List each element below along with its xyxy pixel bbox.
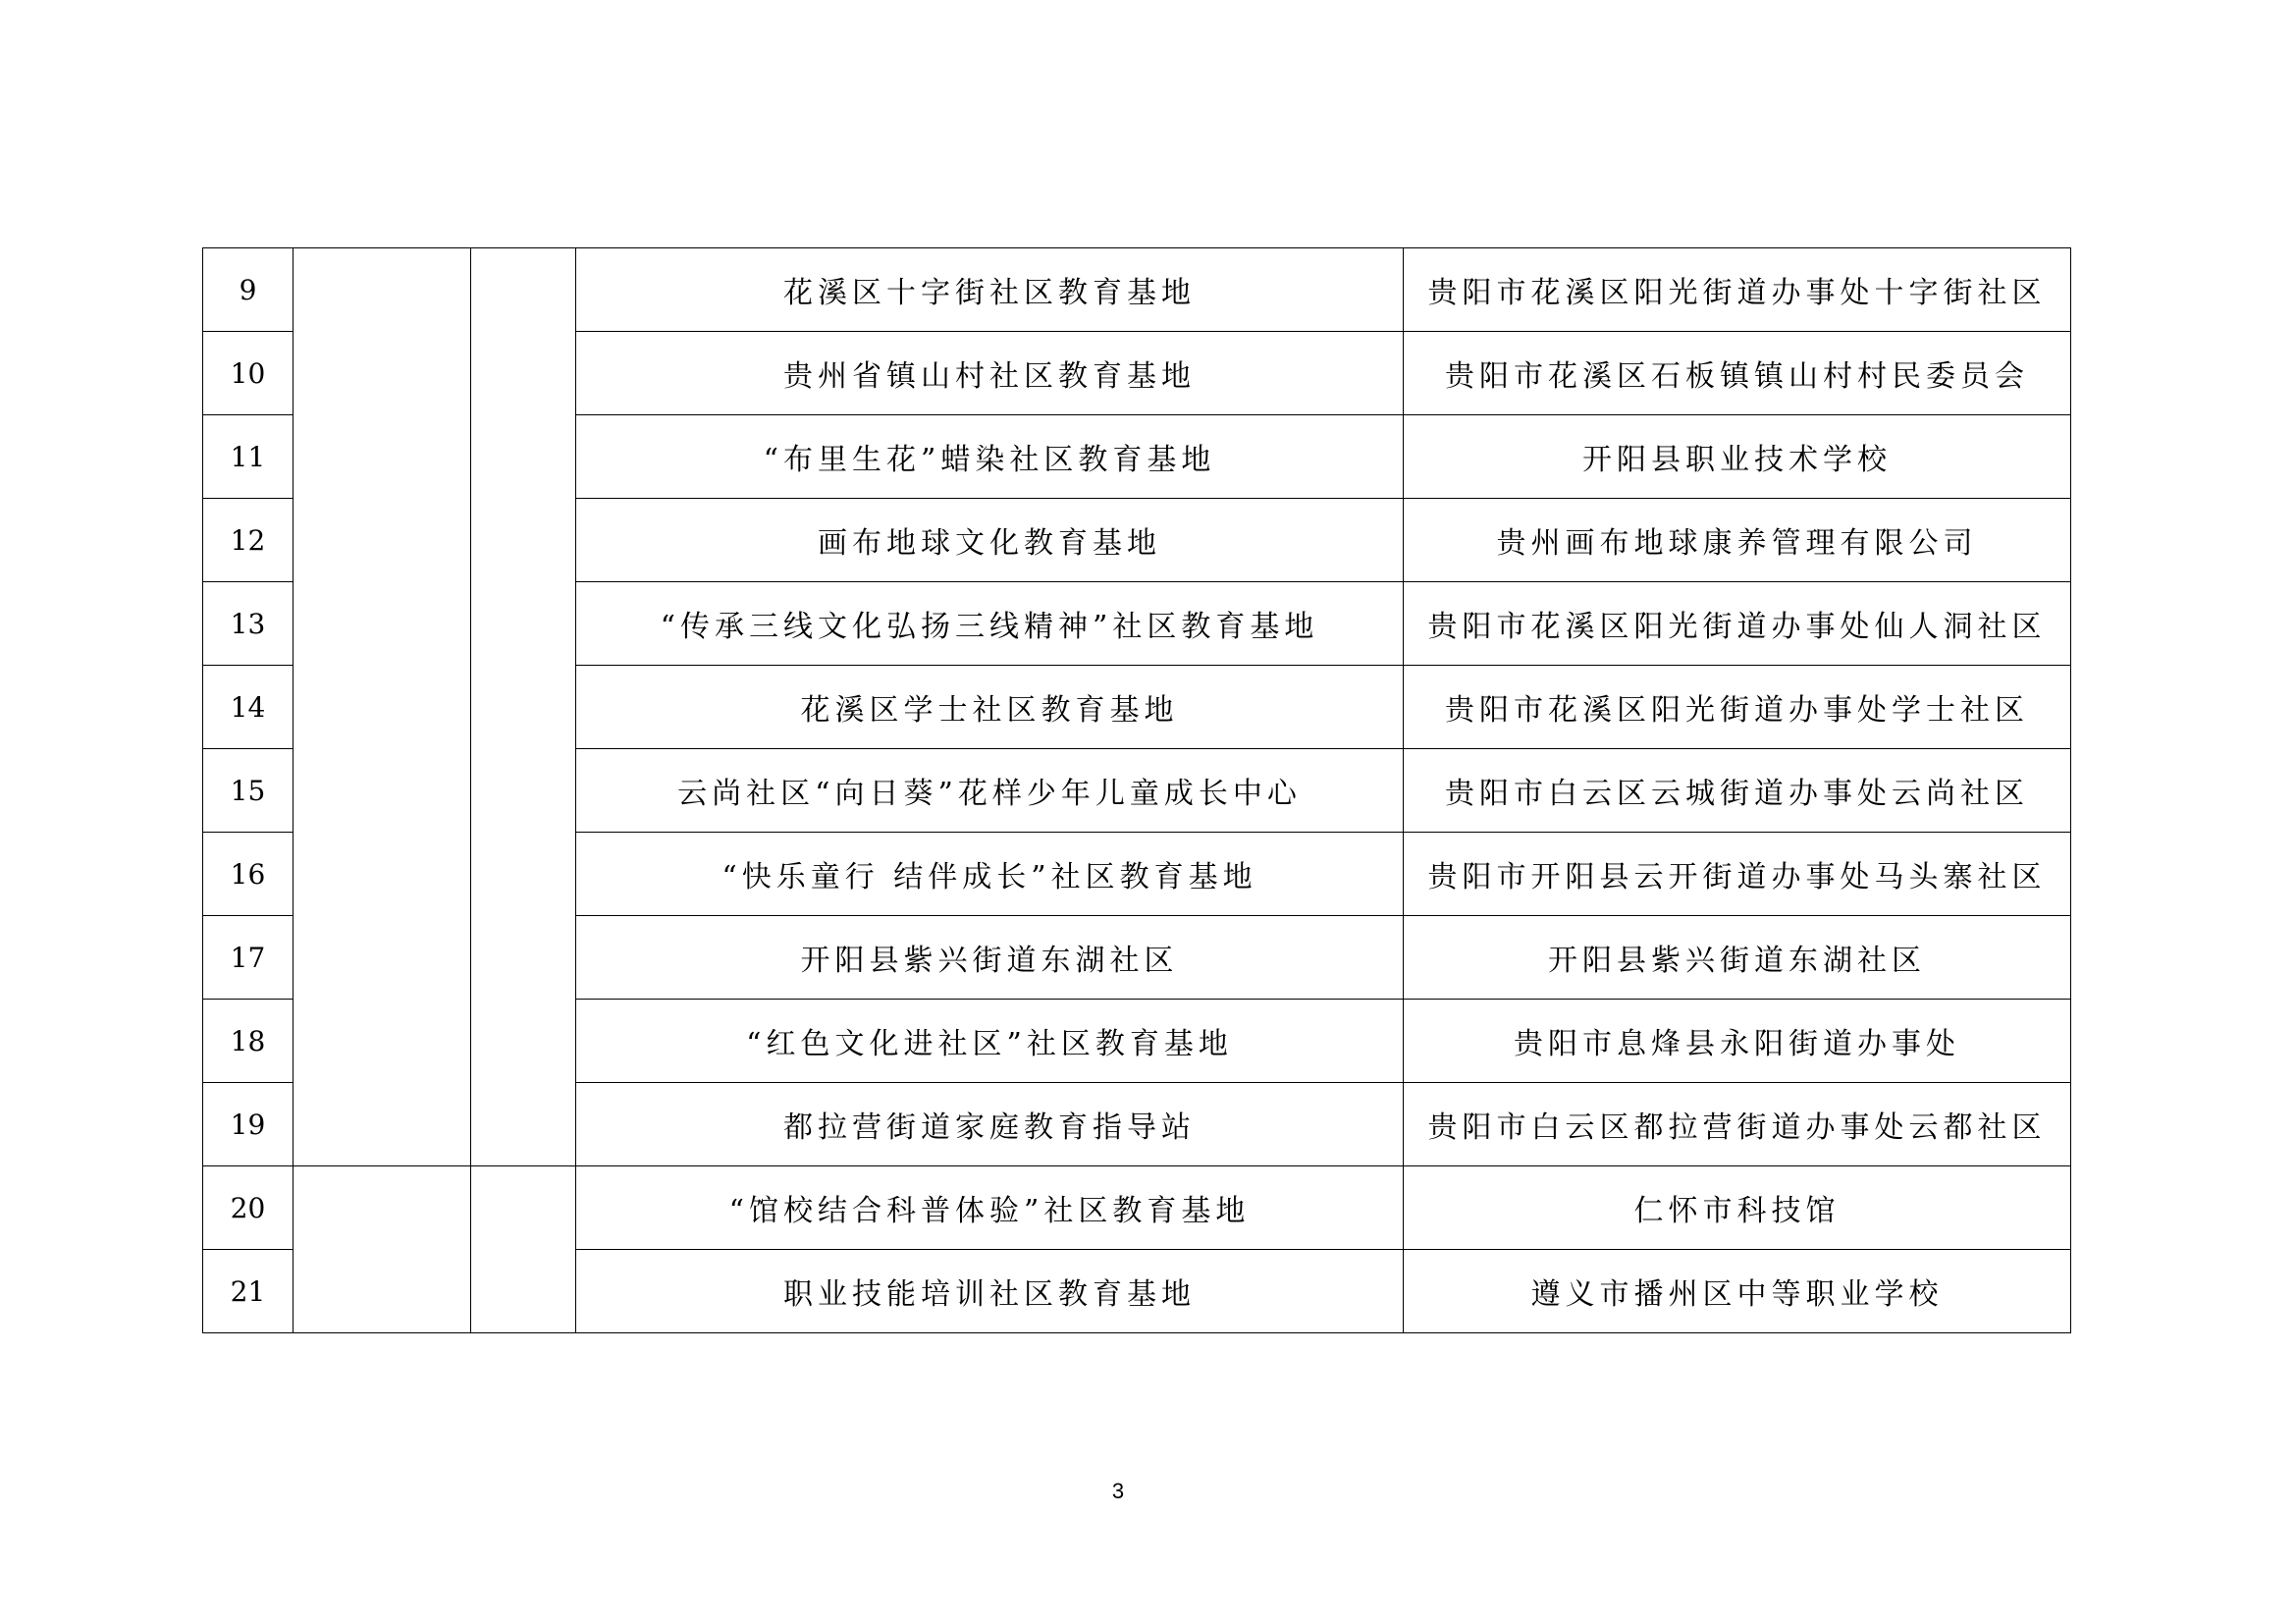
merged-region-cell: [294, 1166, 471, 1333]
row-number: 14: [203, 666, 294, 749]
row-number: 20: [203, 1166, 294, 1250]
base-list-table: [202, 247, 2071, 1333]
base-name-cell: 云尚社区“向日葵”花样少年儿童成长中心: [576, 749, 1404, 833]
organization-cell: 贵阳市白云区云城街道办事处云尚社区: [1404, 749, 2071, 833]
row-number: 15: [203, 749, 294, 833]
table-row: [203, 248, 2071, 332]
organization-cell: 贵阳市息烽县永阳街道办事处: [1404, 1000, 2071, 1083]
merged-category-cell: [471, 248, 576, 1166]
row-number: 19: [203, 1083, 294, 1166]
row-number: 9: [203, 248, 294, 332]
organization-cell: 贵阳市花溪区石板镇镇山村村民委员会: [1404, 332, 2071, 415]
base-name-cell: 画布地球文化教育基地: [576, 499, 1404, 582]
row-number: 11: [203, 415, 294, 499]
row-number: 16: [203, 833, 294, 916]
organization-cell: 贵阳市花溪区阳光街道办事处十字街社区: [1404, 248, 2071, 332]
organization-cell: 贵阳市花溪区阳光街道办事处学士社区: [1404, 666, 2071, 749]
page-number: 3: [1111, 1479, 1125, 1503]
row-number: 10: [203, 332, 294, 415]
row-number: 21: [203, 1250, 294, 1333]
organization-cell: 开阳县职业技术学校: [1404, 415, 2071, 499]
organization-cell: 贵阳市花溪区阳光街道办事处仙人洞社区: [1404, 582, 2071, 666]
organization-cell: 仁怀市科技馆: [1404, 1166, 2071, 1250]
base-name-cell: “传承三线文化弘扬三线精神”社区教育基地: [576, 582, 1404, 666]
row-number: 17: [203, 916, 294, 1000]
row-number: 13: [203, 582, 294, 666]
row-number: 18: [203, 1000, 294, 1083]
table-row: [203, 1166, 2071, 1250]
row-number: 12: [203, 499, 294, 582]
organization-cell: 开阳县紫兴街道东湖社区: [1404, 916, 2071, 1000]
base-name-cell: 花溪区学士社区教育基地: [576, 666, 1404, 749]
merged-region-cell: [294, 248, 471, 1166]
organization-cell: 贵阳市白云区都拉营街道办事处云都社区: [1404, 1083, 2071, 1166]
organization-cell: 贵阳市开阳县云开街道办事处马头寨社区: [1404, 833, 2071, 916]
organization-cell: 贵州画布地球康养管理有限公司: [1404, 499, 2071, 582]
merged-category-cell: [471, 1166, 576, 1333]
base-name-cell: “布里生花”蜡染社区教育基地: [576, 415, 1404, 499]
organization-cell: 遵义市播州区中等职业学校: [1404, 1250, 2071, 1333]
base-name-cell: “红色文化进社区”社区教育基地: [576, 1000, 1404, 1083]
base-name-cell: 贵州省镇山村社区教育基地: [576, 332, 1404, 415]
base-name-cell: 开阳县紫兴街道东湖社区: [576, 916, 1404, 1000]
base-name-cell: 花溪区十字街社区教育基地: [576, 248, 1404, 332]
base-name-cell: “快乐童行 结伴成长”社区教育基地: [576, 833, 1404, 916]
base-name-cell: 都拉营街道家庭教育指导站: [576, 1083, 1404, 1166]
base-name-cell: 职业技能培训社区教育基地: [576, 1250, 1404, 1333]
base-name-cell: “馆校结合科普体验”社区教育基地: [576, 1166, 1404, 1250]
